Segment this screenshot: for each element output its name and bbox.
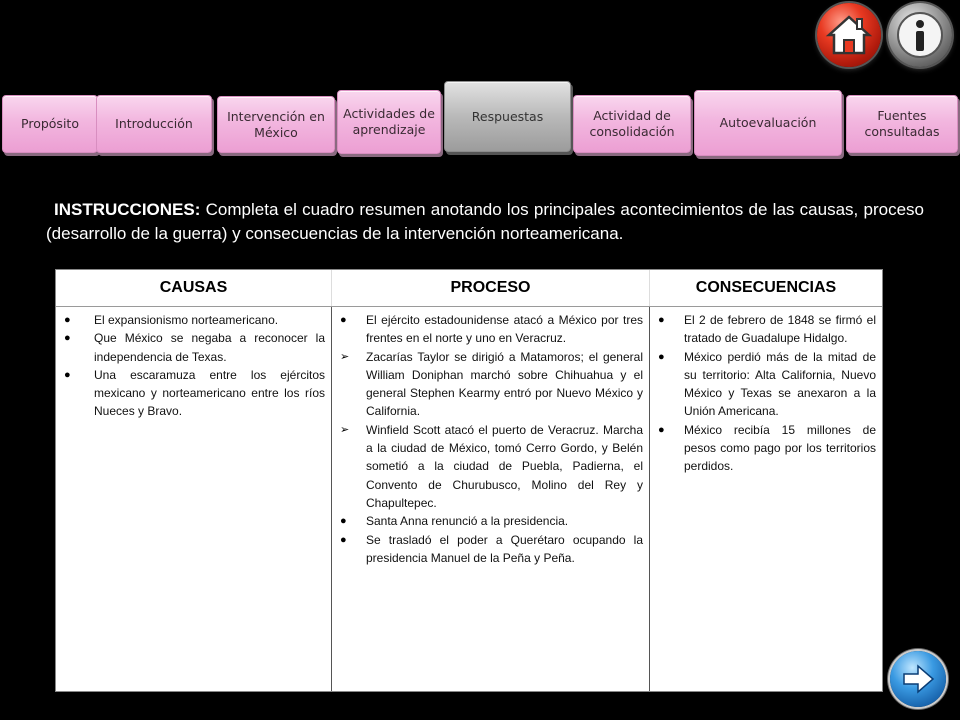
home-icon xyxy=(817,3,881,67)
table-header-row xyxy=(56,270,882,307)
list-item: ● Que México se negaba a reconocer la independencia de Texas. xyxy=(64,331,325,364)
next-button[interactable] xyxy=(890,651,946,707)
causas-column xyxy=(56,307,332,691)
header-consecuencias: CONSECUENCIAS xyxy=(695,279,837,296)
bullet-icon: ● xyxy=(658,314,665,326)
header-causas: CAUSAS xyxy=(56,270,332,306)
arrow-bullet-icon: ➢ xyxy=(340,350,350,363)
header-proceso: PROCESO xyxy=(332,270,650,306)
bullet-icon: ● xyxy=(64,314,71,326)
tab-actividad-consolidacion[interactable]: Actividad de consolidación xyxy=(573,95,691,153)
bullet-icon: ● xyxy=(658,423,665,436)
bullet-icon: ● xyxy=(340,533,347,546)
tab-introduccion[interactable]: Introducción xyxy=(96,95,212,153)
bullet-icon: ● xyxy=(658,350,665,363)
arrow-right-icon xyxy=(890,651,946,707)
instructions-lead: INSTRUCCIONES: xyxy=(54,200,201,219)
info-icon xyxy=(888,3,952,67)
list-item: ● El expansionismo norteamericano. xyxy=(62,311,325,329)
list-item: ● El 2 de febrero de 1848 se firmó el tratado de Guadalupe Hidalgo. xyxy=(658,313,876,346)
arrow-bullet-icon: ➢ xyxy=(340,423,350,436)
bullet-icon: ● xyxy=(64,332,71,345)
home-button[interactable] xyxy=(817,3,881,67)
list-item: ● Santa Anna renunció a la presidencia. xyxy=(338,512,643,530)
summary-table xyxy=(55,269,883,692)
tab-respuestas[interactable]: Respuestas xyxy=(444,81,571,152)
table-body-row xyxy=(56,307,882,691)
list-item: ● El ejército estadounidense atacó a México por tres frentes en el norte y uno en Veracruz. xyxy=(340,313,643,346)
tab-autoevaluacion[interactable]: Autoevaluación xyxy=(694,90,842,156)
list-item: ● Se trasladó el poder a Querétaro ocupando la presidencia Manuel de la Peña y Peña. xyxy=(340,532,643,565)
info-button[interactable] xyxy=(888,3,952,67)
bullet-icon: ● xyxy=(340,314,347,326)
list-item: ➢ Winfield Scott atacó el puerto de Veracruz. Marcha a la ciudad de México, tomó Cerro Gordo, y Belén sometió a la ciudad de Puebla, Padierna, el Convento de Churubusco, Molino del Rey y Chapultepec. xyxy=(340,422,643,510)
list-item: ● Una escaramuza entre los ejércitos mexicano y norteamericano entre los ríos Nueces y Bravo. xyxy=(64,367,325,419)
list-item: ● México perdió más de la mitad de su territorio: Alta California, Nuevo México y Texas se anexaron a la Unión Americana. xyxy=(658,349,876,419)
instructions-body: Completa el cuadro resumen anotando los principales acontecimientos de las causas, proceso (desarrollo de la guerra) y consecuencias de la intervención norteamericana. xyxy=(46,200,924,243)
tab-intervencion[interactable]: Intervención en México xyxy=(217,96,335,153)
instructions-text xyxy=(46,198,924,246)
bullet-icon: ● xyxy=(64,368,71,381)
tab-proposito[interactable]: Propósito xyxy=(2,95,98,153)
tab-actividades-aprendizaje[interactable]: Actividades de aprendizaje xyxy=(337,90,441,154)
proceso-column xyxy=(332,307,650,691)
tab-fuentes-consultadas[interactable]: Fuentes consultadas xyxy=(846,95,958,153)
list-item: ➢ Zacarías Taylor se dirigió a Matamoros; el general William Doniphan marchó sobre Chihuahua y el general Stephen Kearmy entró por Nuevo México y California. xyxy=(340,349,643,419)
consecuencias-column xyxy=(650,307,882,691)
list-item: ● México recibía 15 millones de pesos como pago por los territorios perdidos. xyxy=(658,422,876,474)
bullet-icon: ● xyxy=(340,515,347,528)
